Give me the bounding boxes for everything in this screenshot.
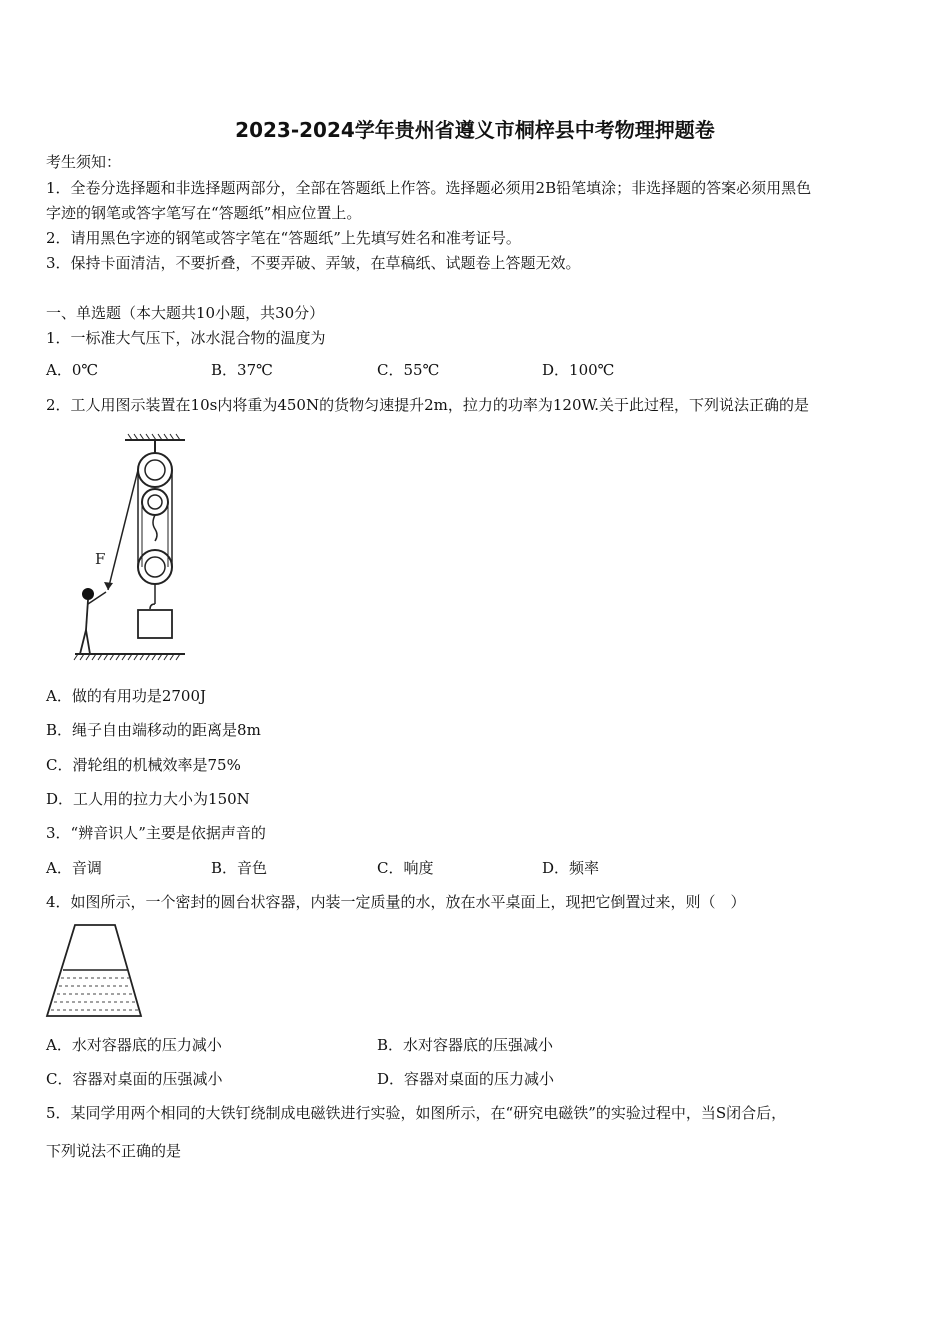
question-1-stem: 1．一标准大气压下，冰水混合物的温度为 bbox=[46, 329, 326, 347]
question-3-stem: 3．“辨音识人”主要是依据声音的 bbox=[46, 824, 266, 842]
q2-option-c: C．滑轮组的机械效率是75% bbox=[46, 756, 241, 774]
question-4-stem: 4．如图所示，一个密封的圆台状容器，内装一定质量的水，放在水平桌面上，现把它倒置过来，则（ ） bbox=[46, 893, 746, 911]
q1-option-b: B．37℃ bbox=[211, 361, 273, 379]
notice-item: 3．保持卡面清洁，不要折叠，不要弄破、弄皱，在草稿纸、试题卷上答题无效。 bbox=[46, 254, 581, 272]
q2-option-d: D．工人用的拉力大小为150N bbox=[46, 790, 250, 808]
notice-item: 1．全卷分选择题和非选择题两部分，全部在答题纸上作答。选择题必须用2B铅笔填涂；非选择题的答案必须用黑色 bbox=[46, 179, 812, 197]
pulley-figure bbox=[70, 432, 195, 667]
q1-option-a: A．0℃ bbox=[46, 361, 99, 379]
question-2-stem: 2．工人用图示装置在10s内将重为450N的货物匀速提升2m，拉力的功率为120W.关于此过程，下列说法正确的是 bbox=[46, 396, 810, 414]
q1-option-d: D．100℃ bbox=[542, 361, 615, 379]
notice-heading: 考生须知： bbox=[46, 153, 122, 171]
q2-option-a: A．做的有用功是2700J bbox=[46, 687, 207, 705]
section-heading: 一、单选题（本大题共10小题，共30分） bbox=[46, 304, 325, 322]
q1-option-c: C．55℃ bbox=[377, 361, 440, 379]
notice-item: 2．请用黑色字迹的钢笔或答字笔在“答题纸”上先填写姓名和准考证号。 bbox=[46, 229, 521, 247]
question-5-stem: 5．某同学用两个相同的大铁钉绕制成电磁铁进行实验，如图所示，在“研究电磁铁”的实验过程中，当S闭合后， bbox=[46, 1104, 787, 1122]
q2-option-b: B．绳子自由端移动的距离是8m bbox=[46, 721, 261, 739]
container-figure bbox=[45, 922, 145, 1020]
force-label: F bbox=[95, 550, 106, 568]
q3-option-c: C．响度 bbox=[377, 859, 434, 877]
q4-option-c: C．容器对桌面的压强减小 bbox=[46, 1070, 223, 1088]
q4-option-a: A．水对容器底的压力减小 bbox=[46, 1036, 222, 1054]
notice-item: 字迹的钢笔或答字笔写在“答题纸”相应位置上。 bbox=[46, 204, 362, 222]
q4-option-b: B．水对容器底的压强减小 bbox=[377, 1036, 554, 1054]
q3-option-b: B．音色 bbox=[211, 859, 268, 877]
q4-option-d: D．容器对桌面的压力减小 bbox=[377, 1070, 555, 1088]
q3-option-d: D．频率 bbox=[542, 859, 600, 877]
q3-option-a: A．音调 bbox=[46, 859, 102, 877]
question-5-stem-cont: 下列说法不正确的是 bbox=[46, 1142, 182, 1160]
page-title: 2023-2024学年贵州省遵义市桐梓县中考物理押题卷 bbox=[235, 118, 715, 142]
